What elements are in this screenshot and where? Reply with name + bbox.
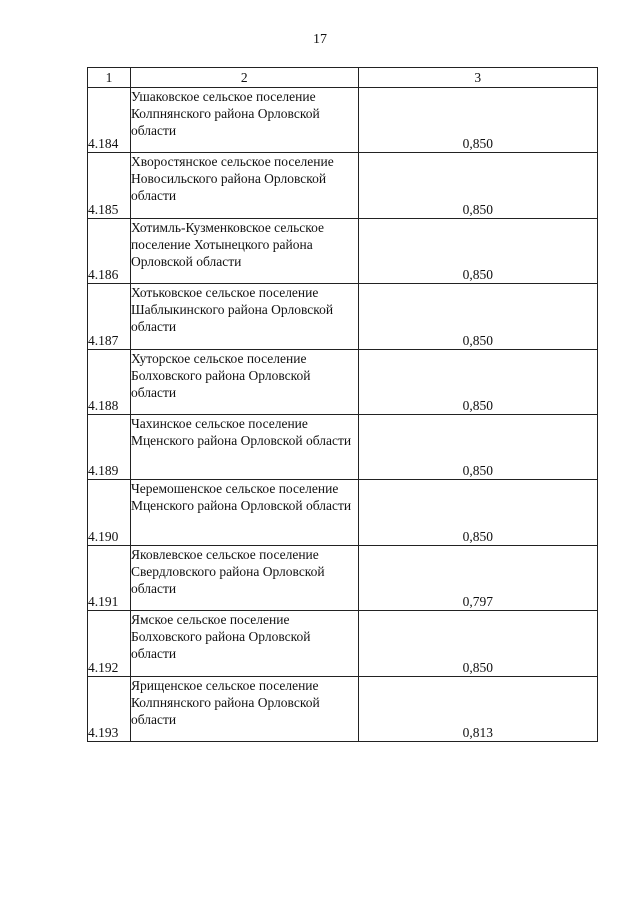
settlement-name-cell: Хотьковское сельское поселение Шаблыкинского района Орловской области (130, 284, 358, 349)
page-number: 17 (313, 32, 327, 47)
row-number-cell: 4.193 (88, 676, 131, 741)
row-number-cell: 4.189 (88, 414, 131, 479)
coefficient-cell: 0,850 (358, 349, 597, 414)
coefficient-cell: 0,813 (358, 676, 597, 741)
settlement-name-cell: Ярищенское сельское поселение Колпнянского района Орловской области (130, 676, 358, 741)
header-row (88, 68, 598, 88)
table-row (88, 676, 598, 741)
table-row (88, 153, 598, 218)
table-row (88, 480, 598, 545)
coefficient-cell: 0,797 (358, 545, 597, 610)
row-number-cell: 4.186 (88, 218, 131, 283)
column-header-3: 3 (358, 68, 597, 88)
coefficient-cell: 0,850 (358, 611, 597, 676)
row-number-cell: 4.192 (88, 611, 131, 676)
settlement-name-cell: Хотимль-Кузменковское сельское поселение Хотынецкого района Орловской области (130, 218, 358, 283)
settlement-name-cell: Ушаковское сельское поселение Колпнянского района Орловской области (130, 88, 358, 153)
table-row (88, 414, 598, 479)
settlement-name-cell: Черемошенское сельское поселение Мценского района Орловской области (130, 480, 358, 545)
row-number-cell: 4.187 (88, 284, 131, 349)
settlement-name-cell: Чахинское сельское поселение Мценского района Орловской области (130, 414, 358, 479)
coefficient-cell: 0,850 (358, 414, 597, 479)
table-row (88, 611, 598, 676)
row-number-cell: 4.191 (88, 545, 131, 610)
table-row (88, 349, 598, 414)
row-number-cell: 4.188 (88, 349, 131, 414)
table-row (88, 284, 598, 349)
table-row (88, 88, 598, 153)
settlement-name-cell: Хуторское сельское поселение Болховского района Орловской области (130, 349, 358, 414)
settlement-name-cell: Хворостянское сельское поселение Новосильского района Орловской области (130, 153, 358, 218)
row-number-cell: 4.190 (88, 480, 131, 545)
table-body (88, 88, 598, 742)
coefficient-cell: 0,850 (358, 153, 597, 218)
row-number-cell: 4.184 (88, 88, 131, 153)
coefficient-cell: 0,850 (358, 88, 597, 153)
column-header-1: 1 (88, 68, 131, 88)
row-number-cell: 4.185 (88, 153, 131, 218)
coefficient-cell: 0,850 (358, 480, 597, 545)
settlement-name-cell: Ямское сельское поселение Болховского района Орловской области (130, 611, 358, 676)
settlement-name-cell: Яковлевское сельское поселение Свердловского района Орловской области (130, 545, 358, 610)
coefficient-cell: 0,850 (358, 218, 597, 283)
data-table (87, 67, 598, 742)
table-row (88, 218, 598, 283)
coefficient-cell: 0,850 (358, 284, 597, 349)
table-row (88, 545, 598, 610)
column-header-2: 2 (130, 68, 358, 88)
